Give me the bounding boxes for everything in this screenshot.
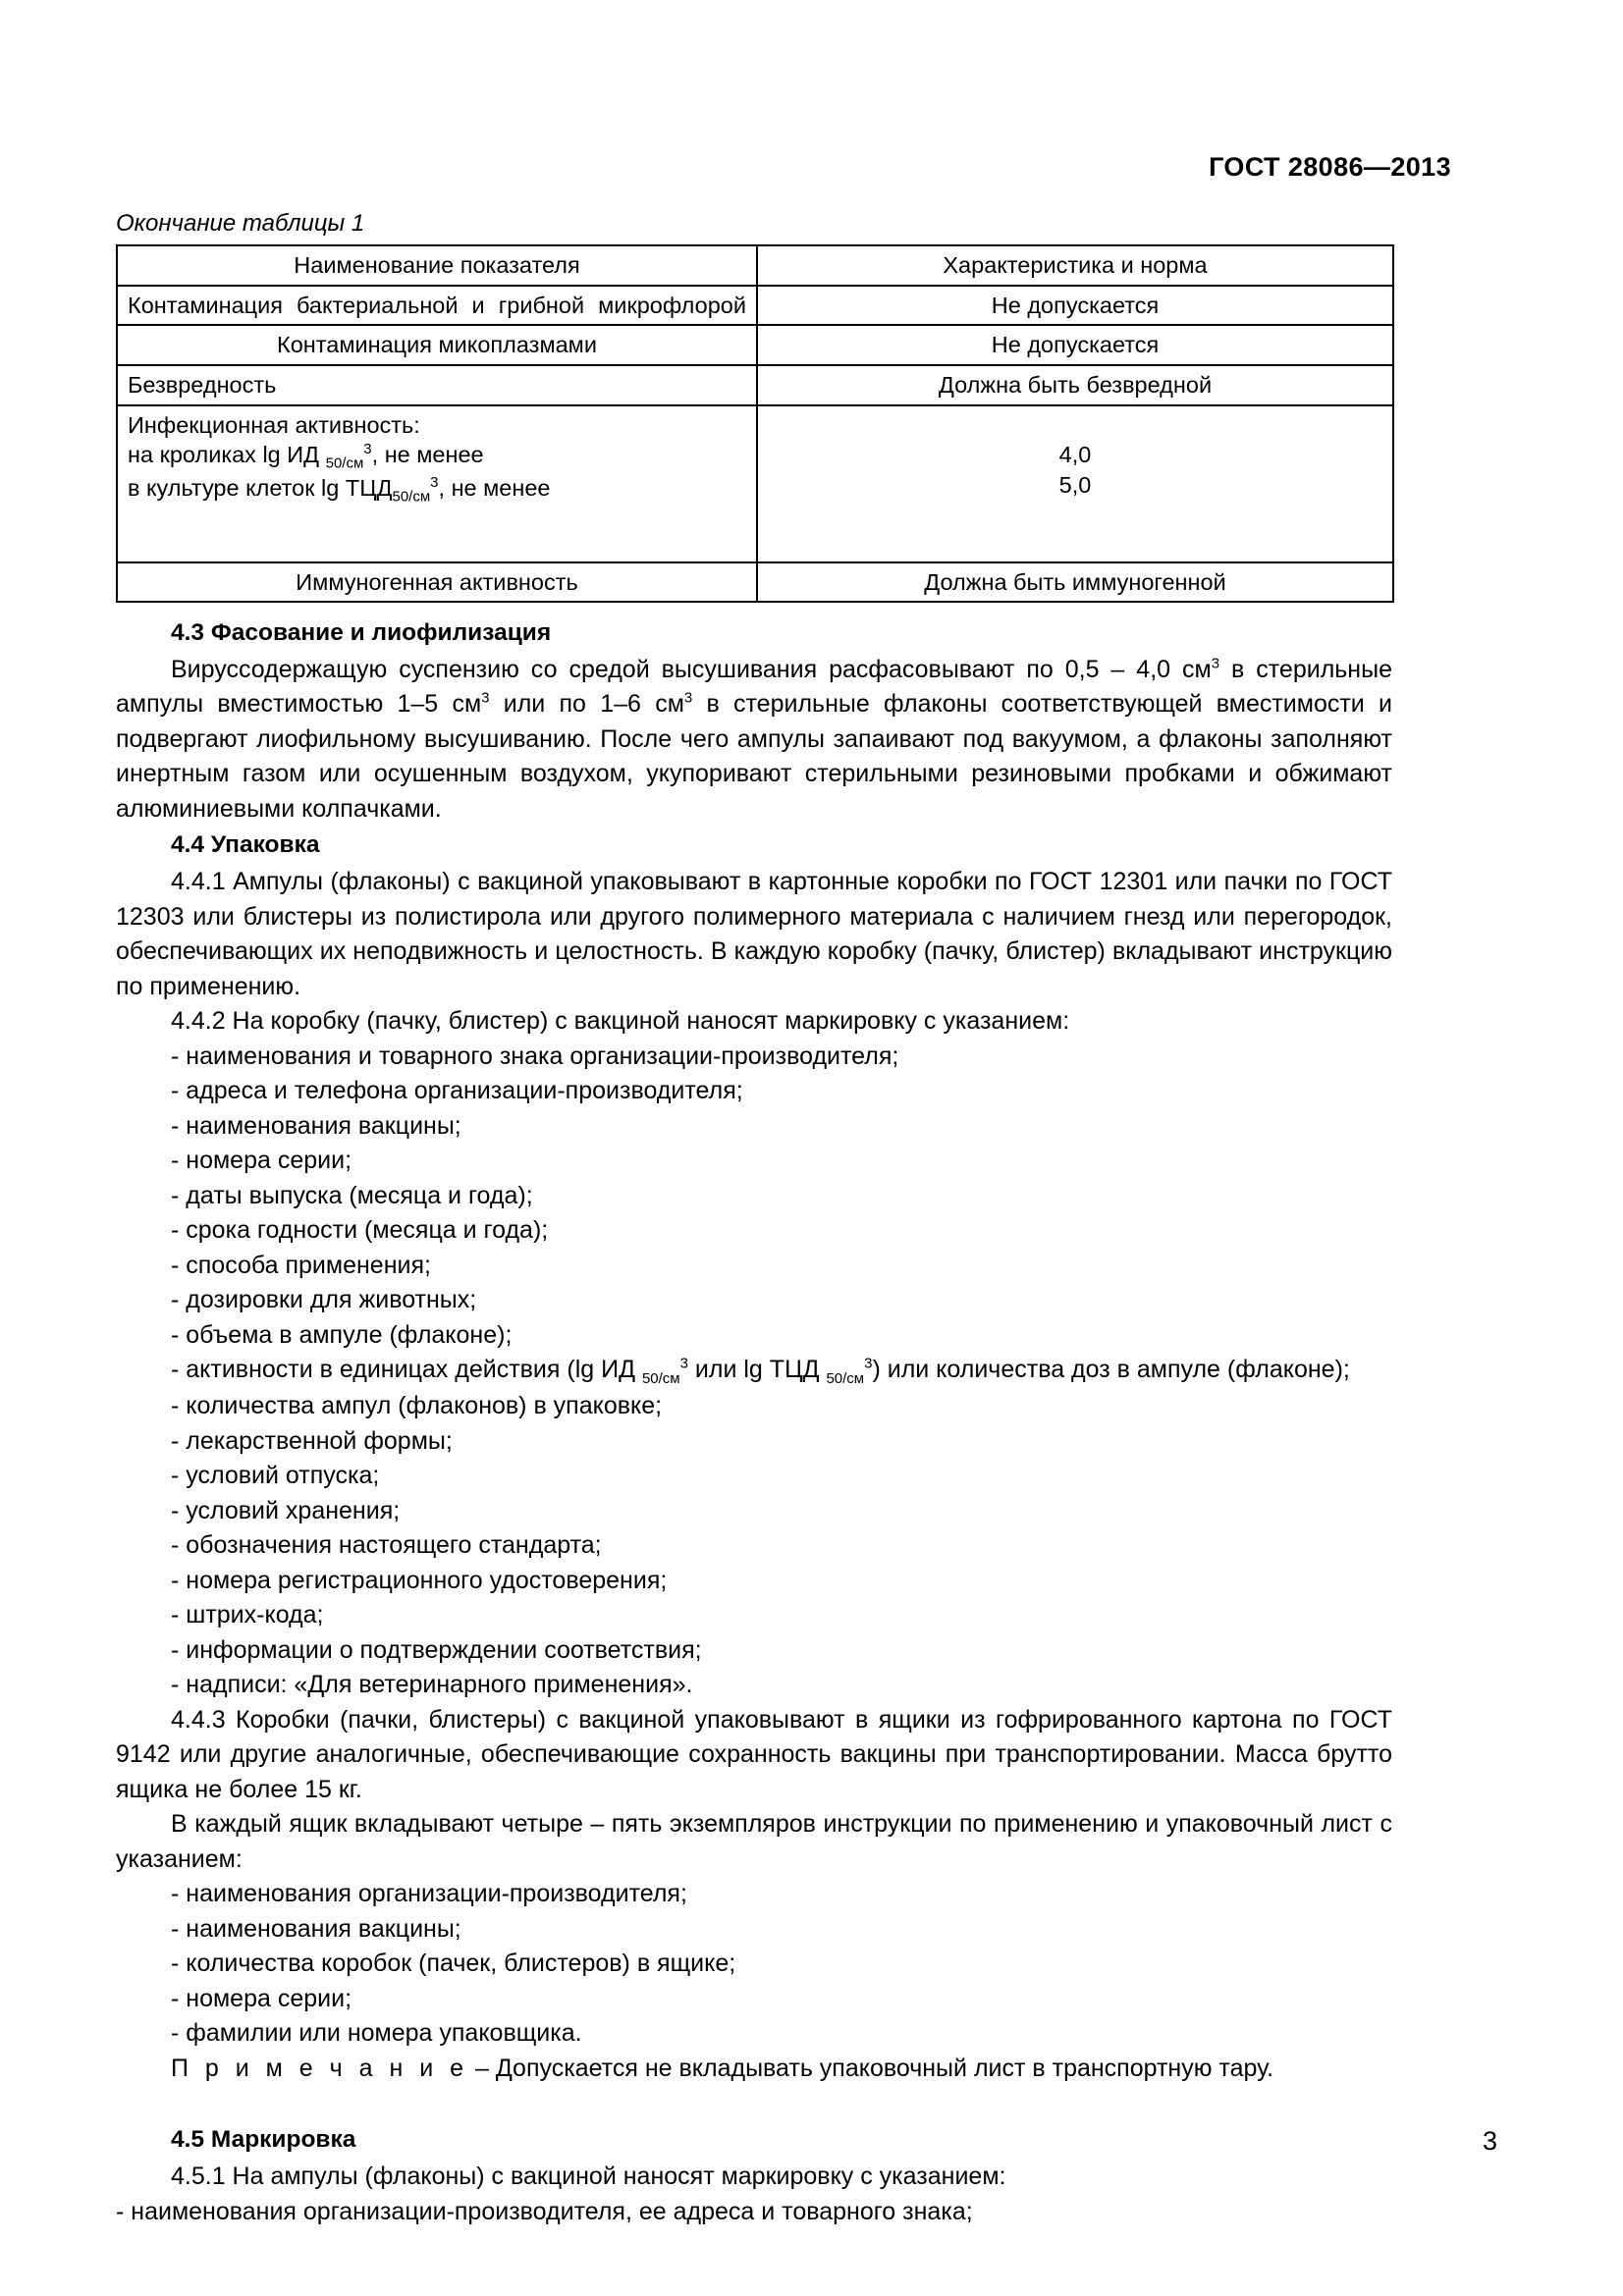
list-item: - способа применения; <box>171 1251 431 1279</box>
superscript: 3 <box>679 1355 688 1372</box>
standard-reference-header: ГОСТ 28086—2013 <box>1209 152 1451 182</box>
list-item: - условий отпуска; <box>171 1462 380 1490</box>
list-item: - количества ампул (флаконов) в упаковке; <box>171 1392 663 1420</box>
section-heading-4-4: 4.4 Упаковка <box>171 831 320 859</box>
subscript: 50/см <box>641 1370 680 1388</box>
section-heading-4-5: 4.5 Маркировка <box>171 2126 356 2154</box>
table-row <box>117 325 1393 365</box>
table-column-header-value: Характеристика и норма <box>757 245 1393 286</box>
paragraph-4-5-1: 4.5.1 На ампулы (флаконы) с вакциной наносят маркировку с указанием: <box>171 2163 1006 2191</box>
superscript: 3 <box>683 690 693 708</box>
packing-list-4-4-4 <box>116 1877 1392 2052</box>
paragraph-4-4-3: 4.4.3 Коробки (пачки, блистеры) с вакциной упаковывают в ящики из гофрированного картона по ГОСТ 9142 или другие аналогичные, обеспечивающие сохранность вакцины при транспортировании. Масса брутто ящика не более 15 кг. <box>116 1705 1392 1803</box>
list-item: - лекарственной формы; <box>171 1426 453 1455</box>
list-item: - условий хранения; <box>171 1496 401 1524</box>
table-cell-value <box>757 405 1393 562</box>
subscript: 50/см <box>325 454 364 472</box>
table-cell-indicator: Безвредность <box>117 365 757 405</box>
table-cell-value: Не допускается <box>757 286 1393 326</box>
note-paragraph <box>116 2052 1392 2087</box>
list-item: - информации о подтверждении соответствия; <box>171 1635 702 1664</box>
list-item: - дозировки для животных; <box>171 1286 477 1314</box>
list-item: - адреса и телефона организации-производителя; <box>171 1077 743 1105</box>
table-row-infectious-activity <box>117 405 1393 562</box>
superscript: 3 <box>430 474 439 492</box>
section-heading-4-3: 4.3 Фасование и лиофилизация <box>171 619 552 647</box>
list-item: - наименования вакцины; <box>171 1914 461 1943</box>
activity-cell-culture: в культуре клеток $\lg ТЦД_{50/см}^3$, не менее <box>128 474 551 506</box>
section-spacer <box>116 2086 1392 2119</box>
table-row <box>117 562 1393 603</box>
paragraph-4-3-1: Вируссодержащую суспензию со средой высушивания расфасовывают по 0,5 – 4,0 $см^3$ в стерильные ампулы вместимостью 1–5 $см^3$ или по 1–6 $см^3$ в стерильные флаконы соответствующей вместимости и подвергают лиофильному высушиванию. После чего ампулы запаивают под вакуумом, а флаконы заполняют инертным газом или осушенным воздухом, укупоривают стерильными резиновыми пробками и обжимают алюминиевыми колпачками. <box>116 655 1392 823</box>
table-row <box>117 286 1393 326</box>
superscript: 3 <box>481 690 490 708</box>
table-column-header-indicator: Наименование показателя <box>117 245 757 286</box>
list-item: - номера серии; <box>171 1984 352 2012</box>
list-item: - надписи: «Для ветеринарного применения». <box>171 1671 693 1699</box>
marking-list-4-4-2 <box>116 1040 1392 1703</box>
superscript: 3 <box>1211 655 1220 672</box>
table-cell-indicator: Контаминация бактериальной и грибной микрофлорой <box>117 286 757 326</box>
table-cell-indicator: Иммуногенная активность <box>117 562 757 603</box>
table-row <box>117 365 1393 405</box>
paragraph-4-4-4: В каждый ящик вкладывают четыре – пять экземпляров инструкции по применению и упаковочный лист с указанием: <box>116 1810 1392 1873</box>
list-item: - количества коробок (пачек, блистеров) в ящике; <box>171 1949 736 1978</box>
table-cell-indicator <box>117 405 757 562</box>
list-item: - наименования организации-производителя; <box>171 1880 687 1908</box>
subscript: 50/см <box>392 489 431 506</box>
body-text <box>116 616 1392 2229</box>
list-item: - срока годности (месяца и года); <box>171 1216 549 1245</box>
list-item: - обозначения настоящего стандарта; <box>171 1531 602 1560</box>
subscript: 50/см <box>826 1370 865 1388</box>
page-number: 3 <box>1482 2126 1497 2156</box>
table-header-row <box>117 245 1393 286</box>
table-cell-value: Должна быть безвредной <box>757 365 1393 405</box>
superscript: 3 <box>363 441 372 458</box>
activity-rabbits: на кроликах lg ИД $_{50/см}^3$, не менее <box>128 441 484 472</box>
spacer <box>768 410 1382 441</box>
superscript: 3 <box>864 1355 873 1372</box>
note-text: – Допускается не вкладывать упаковочный лист в транспортную тару. <box>468 2054 1274 2082</box>
activity-title: Инфекционная активность: <box>128 411 420 438</box>
table-cell-value: Не допускается <box>757 325 1393 365</box>
list-item: - номера серии; <box>171 1147 352 1175</box>
paragraph-4-4-2: 4.4.2 На коробку (пачку, блистер) с вакциной наносят маркировку с указанием: <box>171 1007 1070 1036</box>
value-rabbits: 4,0 <box>1058 442 1092 468</box>
list-item: - штрих-кода; <box>171 1601 324 1629</box>
table-cell-value: Должна быть иммуногенной <box>757 562 1393 603</box>
note-label: П р и м е ч а н и е <box>171 2054 469 2082</box>
marking-list-4-5-1 <box>116 2195 1392 2230</box>
list-item: - даты выпуска (месяца и года); <box>171 1181 533 1209</box>
table-caption: Окончание таблицы 1 <box>116 210 365 237</box>
specification-table <box>116 244 1394 603</box>
table-cell-indicator: Контаминация микоплазмами <box>117 325 757 365</box>
list-item: - наименования вакцины; <box>171 1111 461 1140</box>
paragraph-4-4-1: 4.4.1 Ампулы (флаконы) с вакциной упаковывают в картонные коробки по ГОСТ 12301 или пачки по ГОСТ 12303 или блистеры из полистирола или другого полимерного материала с наличием гнезд или перегородок, обеспечивающих их неподвижность и целостность. В каждую коробку (пачку, блистер) вкладывают инструкцию по применению. <box>116 868 1392 1000</box>
list-item: - фамилии или номера упаковщика. <box>171 2019 582 2048</box>
value-cell-culture: 5,0 <box>1058 471 1092 498</box>
list-item: - наименования организации-производителя, ее адреса и товарного знака; <box>116 2197 973 2225</box>
page-content <box>116 211 1392 2229</box>
list-item: - объема в ампуле (флаконе); <box>171 1320 513 1349</box>
list-item: - наименования и товарного знака организации-производителя; <box>171 1041 899 1070</box>
list-item-activity: - активности в единицах действия (lg ИД $_{50/см}^3$ или lg ТЦД $_{50/см}^3$) или количества доз в ампуле (флаконе); <box>171 1355 1350 1388</box>
list-item: - номера регистрационного удостоверения; <box>171 1566 668 1594</box>
